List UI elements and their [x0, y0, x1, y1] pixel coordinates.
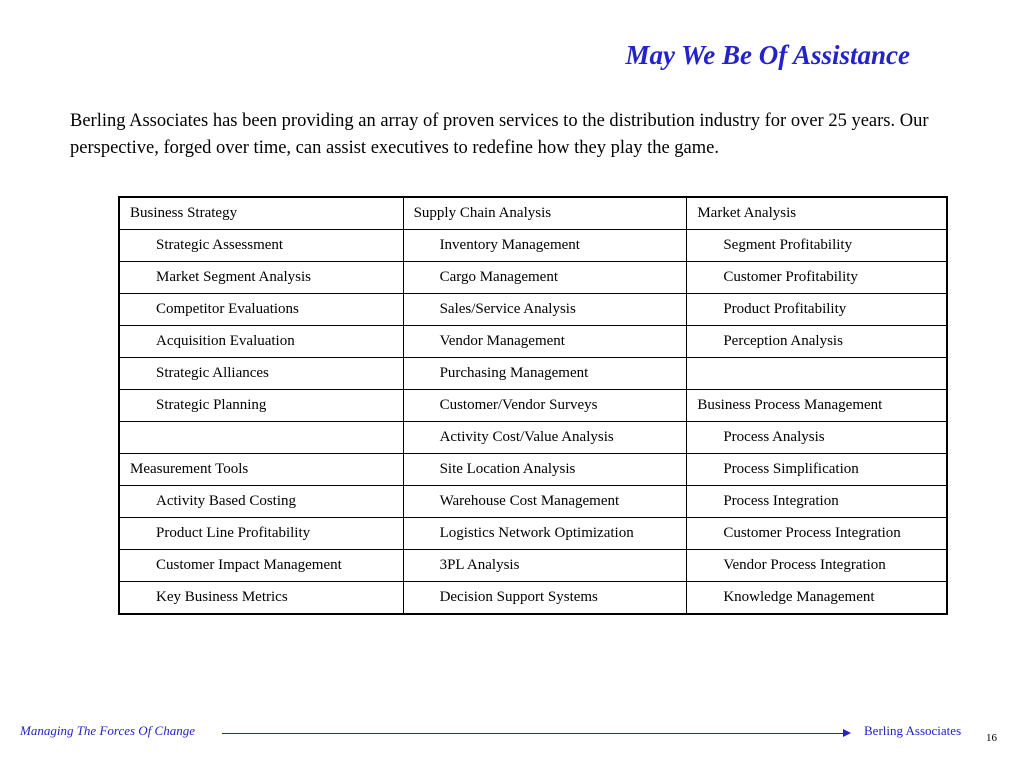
service-item-cell: Key Business Metrics: [119, 582, 403, 615]
service-item-cell: Competitor Evaluations: [119, 294, 403, 326]
service-item-cell: Customer Process Integration: [687, 518, 947, 550]
service-item-cell: Strategic Alliances: [119, 358, 403, 390]
service-item-cell: Segment Profitability: [687, 230, 947, 262]
table-row: [119, 518, 947, 550]
service-item-cell: Activity Based Costing: [119, 486, 403, 518]
table-row: [119, 486, 947, 518]
table-row: [119, 582, 947, 615]
service-item-cell: Customer Profitability: [687, 262, 947, 294]
footer-company-name: Berling Associates: [864, 723, 962, 738]
table-row: [119, 326, 947, 358]
footer-tagline: Managing The Forces Of Change: [20, 723, 195, 738]
service-item-cell: Cargo Management: [403, 262, 687, 294]
service-category-cell: Business Process Management: [687, 390, 947, 422]
page-number: 16: [986, 732, 997, 744]
service-item-cell: Vendor Management: [403, 326, 687, 358]
service-item-cell: Activity Cost/Value Analysis: [403, 422, 687, 454]
table-row: [119, 550, 947, 582]
service-category-cell: Business Strategy: [119, 197, 403, 230]
service-item-cell: Process Analysis: [687, 422, 947, 454]
service-item-cell: Knowledge Management: [687, 582, 947, 615]
service-item-cell: 3PL Analysis: [403, 550, 687, 582]
table-row: [119, 262, 947, 294]
service-item-cell: Decision Support Systems: [403, 582, 687, 615]
service-item-cell: Vendor Process Integration: [687, 550, 947, 582]
service-item-cell: Warehouse Cost Management: [403, 486, 687, 518]
service-category-cell: Supply Chain Analysis: [403, 197, 687, 230]
service-item-cell: Product Line Profitability: [119, 518, 403, 550]
intro-paragraph: Berling Associates has been providing an array of proven services to the distribution industry for over 25 years. Our perspective, forged over time, can assist executives to redefine how they play the game.: [70, 111, 929, 158]
table-row: [119, 454, 947, 486]
service-item-cell: Process Simplification: [687, 454, 947, 486]
table-row: [119, 230, 947, 262]
slide-title: May We Be Of Assistance: [625, 40, 910, 70]
service-item-cell: Strategic Planning: [119, 390, 403, 422]
services-table-body: [119, 197, 947, 614]
service-item-cell: Sales/Service Analysis: [403, 294, 687, 326]
service-item-cell: Perception Analysis: [687, 326, 947, 358]
service-item-cell: Customer/Vendor Surveys: [403, 390, 687, 422]
service-item-cell: Strategic Assessment: [119, 230, 403, 262]
service-item-cell: Customer Impact Management: [119, 550, 403, 582]
service-item-cell: Logistics Network Optimization: [403, 518, 687, 550]
table-row: [119, 197, 947, 230]
service-item-cell: Purchasing Management: [403, 358, 687, 390]
service-item-cell: Product Profitability: [687, 294, 947, 326]
service-item-cell: Inventory Management: [403, 230, 687, 262]
service-category-cell: [119, 422, 403, 454]
service-item-cell: Market Segment Analysis: [119, 262, 403, 294]
service-item-cell: Process Integration: [687, 486, 947, 518]
service-category-cell: Market Analysis: [687, 197, 947, 230]
service-item-cell: Site Location Analysis: [403, 454, 687, 486]
table-row: [119, 294, 947, 326]
footer-rule: [222, 733, 844, 734]
services-table: [118, 196, 948, 615]
service-category-cell: Measurement Tools: [119, 454, 403, 486]
footer-arrow-icon: [843, 729, 851, 737]
table-row: [119, 390, 947, 422]
table-row: [119, 422, 947, 454]
table-row: [119, 358, 947, 390]
service-category-cell: [687, 358, 947, 390]
service-item-cell: Acquisition Evaluation: [119, 326, 403, 358]
